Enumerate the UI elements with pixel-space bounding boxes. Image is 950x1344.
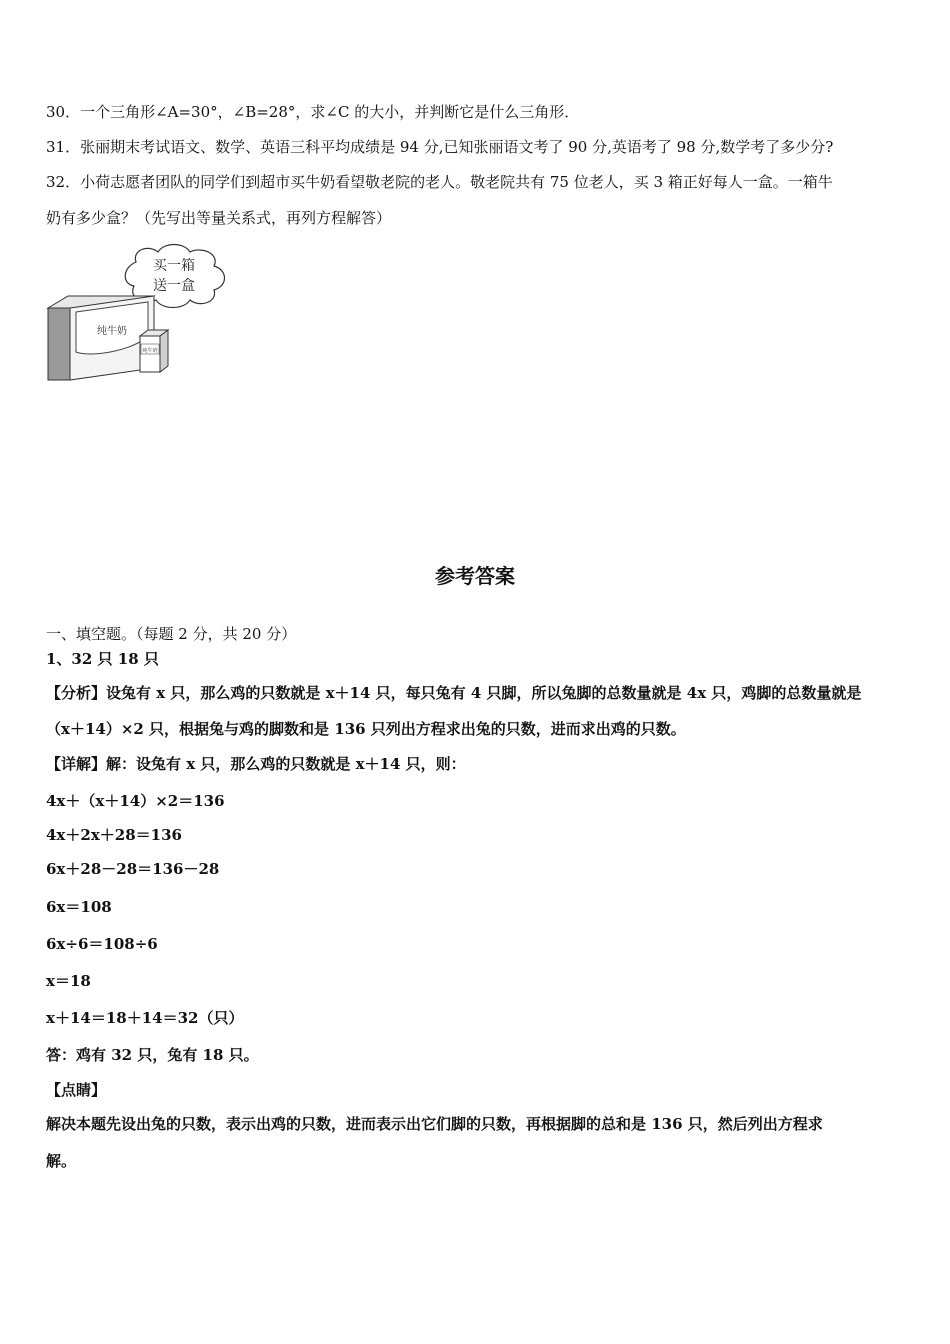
equation-6: x＝18 — [46, 972, 91, 990]
bubble-text-1: 买一箱 — [153, 258, 195, 274]
equation-2: 4x＋2x＋28＝136 — [46, 826, 182, 844]
answer-1: 1、32 只 18 只 — [46, 650, 159, 668]
equation-3: 6x＋28－28＝136－28 — [46, 860, 220, 878]
conclusion: 答：鸡有 32 只，兔有 18 只。 — [46, 1046, 259, 1064]
question-32-line1: 32．小荷志愿者团队的同学们到超市买牛奶看望敬老院的老人。敬老院共有 75 位老人，买 3 箱正好每人一盒。一箱牛 — [46, 173, 833, 191]
equation-5: 6x÷6＝108÷6 — [46, 935, 158, 953]
bubble-text-2: 送一盒 — [153, 278, 195, 294]
milk-box-illustration — [44, 240, 244, 385]
question-31: 31．张丽期末考试语文、数学、英语三科平均成绩是 94 分,已知张丽语文考了 90 分,英语考了 98 分,数学考了多少分? — [46, 138, 834, 156]
question-30: 30．一个三角形∠A=30°，∠B=28°，求∠C 的大小，并判断它是什么三角形． — [46, 103, 580, 121]
box-side — [48, 308, 70, 380]
box-label: 纯牛奶 — [97, 326, 127, 337]
section-heading: 一、填空题。（每题 2 分，共 20 分） — [46, 625, 297, 643]
analysis-line2: （x＋14）×2 只，根据兔与鸡的脚数和是 136 只列出方程求出兔的只数，进而求出鸡的只数。 — [46, 720, 686, 738]
equation-4: 6x＝108 — [46, 898, 112, 916]
equation-1: 4x＋（x＋14）×2＝136 — [46, 792, 225, 810]
question-32-line2: 奶有多少盒？（先写出等量关系式，再列方程解答） — [46, 209, 392, 227]
answers-title: 参考答案 — [435, 564, 515, 588]
comment-label: 【点睛】 — [46, 1081, 107, 1099]
analysis-line1: 【分析】设兔有 x 只，那么鸡的只数就是 x＋14 只，每只兔有 4 只脚，所以兔脚的总数量就是 4x 只，鸡脚的总数量就是 — [46, 684, 862, 702]
small-box-side — [160, 330, 168, 372]
comment-line2: 解。 — [46, 1152, 77, 1170]
detail-intro: 【详解】解：设兔有 x 只，那么鸡的只数就是 x＋14 只，则： — [46, 755, 466, 773]
comment-line1: 解决本题先设出兔的只数，表示出鸡的只数，进而表示出它们脚的只数，再根据脚的总和是 136 只，然后列出方程求 — [46, 1115, 823, 1133]
small-box-label: 纯牛奶 — [142, 348, 158, 354]
equation-7: x＋14＝18＋14＝32（只） — [46, 1009, 244, 1027]
